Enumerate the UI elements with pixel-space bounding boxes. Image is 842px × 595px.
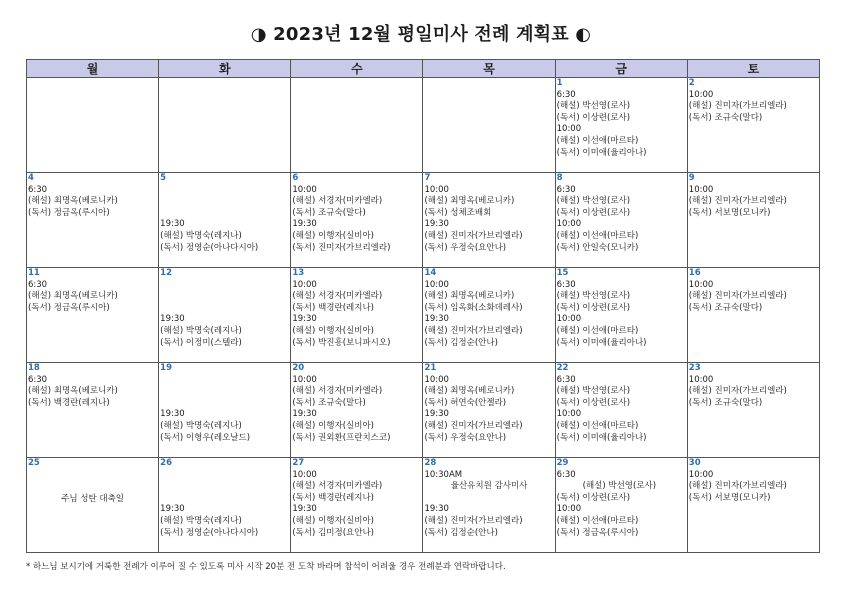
weekday-header: 목 bbox=[423, 60, 555, 78]
spacer-line bbox=[160, 386, 289, 398]
schedule-line: (해설) 박선영(로사) bbox=[556, 386, 631, 397]
footnote: * 하느님 보시기에 거룩한 전례가 이루어 질 수 있도록 미사 시작 20분 전 도착 바라며 참석이 어려울 경우 전례분과 연락바랍니다. bbox=[26, 562, 506, 572]
schedule-line: 10:00 bbox=[292, 374, 317, 385]
schedule-line: (독서) 진미자(가브리엘라) bbox=[292, 242, 391, 253]
day-number: 29 bbox=[556, 458, 569, 468]
day-cell-content bbox=[424, 268, 553, 362]
schedule-line: (독서) 이형우(레오날드) bbox=[160, 432, 251, 443]
schedule-line: 10:00 bbox=[292, 279, 317, 290]
day-cell bbox=[159, 458, 291, 553]
spacer-line bbox=[160, 481, 289, 493]
liturgy-calendar-table bbox=[26, 59, 820, 553]
day-cell-content bbox=[292, 363, 421, 457]
schedule-line: (해설) 서경자(미카엘라) bbox=[292, 481, 383, 492]
day-number: 6 bbox=[292, 173, 299, 183]
day-cell bbox=[27, 78, 159, 173]
schedule-line: (해설) 진미자(가브리엘라) bbox=[424, 420, 523, 431]
day-cell bbox=[687, 173, 819, 268]
schedule-line: 10:00 bbox=[688, 279, 714, 290]
day-cell-content bbox=[424, 458, 553, 552]
schedule-line: 10:00 bbox=[556, 314, 582, 325]
schedule-line: (해설) 박명숙(레지나) bbox=[160, 325, 242, 336]
day-cell bbox=[555, 173, 687, 268]
schedule-line: 6:30 bbox=[556, 469, 576, 480]
day-cell-content bbox=[557, 363, 686, 457]
day-number: 21 bbox=[424, 363, 437, 373]
day-number: 8 bbox=[556, 173, 563, 183]
day-number: 2 bbox=[688, 78, 695, 88]
day-number: 18 bbox=[28, 363, 40, 373]
schedule-line: (독서) 조규숙(말다) bbox=[688, 302, 763, 313]
schedule-line: (독서) 우정숙(요안나) bbox=[424, 432, 507, 443]
day-cell bbox=[423, 363, 555, 458]
schedule-line: (독서) 정영순(아나다시아) bbox=[160, 242, 259, 253]
schedule-line: 10:00 bbox=[292, 469, 317, 480]
schedule-line: 10:00 bbox=[424, 374, 449, 385]
day-cell bbox=[27, 458, 159, 553]
day-cell-content bbox=[557, 173, 686, 267]
spacer-line bbox=[160, 291, 289, 303]
schedule-line: (독서) 박진흥(보니파시오) bbox=[292, 337, 391, 348]
schedule-line: (해설) 진미자(가브리엘라) bbox=[424, 515, 523, 526]
day-cell bbox=[423, 173, 555, 268]
schedule-line: (독서) 권외환(프란치스코) bbox=[292, 432, 391, 443]
day-cell bbox=[291, 458, 423, 553]
day-cell-content bbox=[160, 268, 289, 362]
schedule-line: (해설) 박명숙(레지나) bbox=[160, 230, 242, 241]
day-cell bbox=[423, 78, 555, 173]
schedule-line: 10:00 bbox=[556, 409, 582, 420]
calendar-body bbox=[27, 78, 820, 553]
schedule-line: 19:30 bbox=[160, 219, 185, 230]
schedule-line: (해설) 이행자(실비아) bbox=[292, 420, 374, 431]
day-cell bbox=[555, 78, 687, 173]
day-number: 28 bbox=[424, 458, 437, 468]
schedule-line: (독서) 이상련(로사) bbox=[556, 302, 631, 313]
day-cell-content bbox=[424, 173, 553, 267]
day-cell-content bbox=[292, 458, 421, 552]
schedule-line: 6:30 bbox=[28, 279, 48, 290]
schedule-line: 10:30AM bbox=[424, 469, 463, 480]
page-title: ◑ 2023년 12월 평일미사 전례 계획표 ◐ bbox=[250, 24, 592, 45]
schedule-line: 10:00 bbox=[424, 279, 449, 290]
day-cell-content bbox=[160, 173, 289, 267]
day-number: 14 bbox=[424, 268, 437, 278]
day-cell-content bbox=[28, 268, 157, 362]
day-number: 9 bbox=[688, 173, 695, 183]
schedule-line: (독서) 허연숙(안젤라) bbox=[424, 397, 507, 408]
schedule-line: (독서) 임옥화(소화데레사) bbox=[424, 302, 523, 313]
day-number: 23 bbox=[688, 363, 701, 373]
schedule-line: (독서) 조규숙(말다) bbox=[688, 397, 763, 408]
schedule-line: (해설) 박선영(로사) bbox=[556, 196, 631, 207]
schedule-line: (해설) 박선영(로사) bbox=[582, 481, 657, 492]
schedule-line: 10:00 bbox=[556, 219, 582, 230]
schedule-line: (독서) 김미정(요안나) bbox=[292, 527, 374, 538]
day-cell-content bbox=[557, 268, 686, 362]
day-cell-content bbox=[28, 78, 157, 172]
day-cell bbox=[159, 173, 291, 268]
day-cell-content bbox=[292, 78, 421, 172]
day-cell-content bbox=[689, 363, 818, 457]
schedule-line: (독서) 정금옥(루시아) bbox=[28, 302, 110, 313]
day-number: 11 bbox=[28, 268, 40, 278]
day-cell-content bbox=[160, 363, 289, 457]
day-cell-content bbox=[28, 363, 157, 457]
schedule-line: (해설) 서경자(미카엘라) bbox=[292, 386, 383, 397]
schedule-line: 6:30 bbox=[556, 279, 576, 290]
schedule-line: 19:30 bbox=[292, 314, 317, 325]
schedule-line: (독서) 이상련(로사) bbox=[556, 492, 631, 503]
schedule-line: (독서) 김정순(안나) bbox=[424, 337, 498, 348]
day-cell bbox=[291, 268, 423, 363]
day-cell bbox=[423, 458, 555, 553]
spacer-line bbox=[160, 185, 289, 197]
schedule-line: 19:30 bbox=[292, 504, 317, 515]
schedule-line: (해설) 이선애(마르타) bbox=[556, 515, 639, 526]
schedule-line: (독서) 우정숙(요안나) bbox=[424, 242, 507, 253]
day-number: 7 bbox=[424, 173, 431, 183]
weekday-header-row bbox=[27, 60, 820, 78]
schedule-line: 10:00 bbox=[424, 184, 449, 195]
schedule-line: (독서) 서보명(모니카) bbox=[688, 207, 771, 218]
day-cell bbox=[687, 268, 819, 363]
schedule-line: 19:30 bbox=[292, 219, 317, 230]
day-cell-content bbox=[160, 78, 289, 172]
schedule-line: (독서) 이상련(로사) bbox=[556, 207, 631, 218]
spacer-line bbox=[160, 303, 289, 315]
day-number: 16 bbox=[688, 268, 701, 278]
weekday-header: 토 bbox=[687, 60, 819, 78]
schedule-line: (독서) 이미애(율리아나) bbox=[556, 337, 647, 348]
day-number: 19 bbox=[160, 363, 172, 373]
schedule-line: 10:00 bbox=[688, 374, 714, 385]
day-cell bbox=[27, 173, 159, 268]
spacer-line bbox=[424, 493, 553, 505]
weekday-header: 금 bbox=[555, 60, 687, 78]
week-row bbox=[27, 78, 820, 173]
day-cell bbox=[687, 458, 819, 553]
schedule-line: 10:00 bbox=[688, 89, 714, 100]
schedule-line: (독서) 서보명(모니카) bbox=[688, 492, 771, 503]
schedule-line: 19:30 bbox=[160, 314, 185, 325]
schedule-line: (해설) 최명옥(베로니카) bbox=[424, 386, 515, 397]
schedule-line: 19:30 bbox=[160, 504, 185, 515]
schedule-line: (해설) 서경자(미카엘라) bbox=[292, 196, 383, 207]
day-number: 4 bbox=[28, 173, 34, 183]
schedule-line: 19:30 bbox=[292, 409, 317, 420]
day-cell bbox=[291, 173, 423, 268]
schedule-line: (해설) 박명숙(레지나) bbox=[160, 420, 242, 431]
day-number: 13 bbox=[292, 268, 305, 278]
day-number: 5 bbox=[160, 173, 167, 183]
schedule-line: 6:30 bbox=[28, 184, 48, 195]
schedule-line: (독서) 조규숙(말다) bbox=[688, 112, 763, 123]
schedule-line: (해설) 이행자(실비아) bbox=[292, 230, 374, 241]
schedule-line: (해설) 최명옥(베로니카) bbox=[28, 196, 118, 207]
schedule-line: (해설) 이선애(마르타) bbox=[556, 420, 639, 431]
day-cell-content bbox=[557, 78, 686, 172]
schedule-line: (해설) 이선애(마르타) bbox=[556, 135, 639, 146]
schedule-line: (독서) 조규숙(말다) bbox=[292, 207, 366, 218]
schedule-line: (해설) 진미자(가브리엘라) bbox=[424, 230, 523, 241]
schedule-line: (독서) 이상련(로사) bbox=[556, 112, 631, 123]
day-cell-content bbox=[689, 268, 818, 362]
day-number: 22 bbox=[556, 363, 569, 373]
day-number: 26 bbox=[160, 458, 172, 468]
schedule-line: 10:00 bbox=[556, 124, 582, 135]
holiday-note: 주님 성탄 대축일 bbox=[61, 493, 125, 504]
spacer-line bbox=[160, 470, 289, 482]
day-cell-content bbox=[424, 363, 553, 457]
schedule-line: 19:30 bbox=[424, 219, 449, 230]
weekday-header: 수 bbox=[291, 60, 423, 78]
day-cell bbox=[159, 78, 291, 173]
day-cell-content bbox=[689, 458, 818, 552]
day-cell-content bbox=[557, 458, 686, 552]
schedule-line: (독서) 정영순(아나다시아) bbox=[160, 527, 259, 538]
schedule-line: (해설) 진미자(가브리엘라) bbox=[688, 291, 787, 302]
schedule-line: (독서) 백경란(레지나) bbox=[292, 302, 374, 313]
spacer-line bbox=[160, 208, 289, 220]
week-row bbox=[27, 268, 820, 363]
schedule-line: (독서) 안일숙(모니카) bbox=[556, 242, 639, 253]
day-cell-content bbox=[160, 458, 289, 552]
schedule-line: (독서) 백경란(레지나) bbox=[28, 397, 110, 408]
schedule-line: 19:30 bbox=[160, 409, 185, 420]
spacer-line bbox=[160, 196, 289, 208]
day-cell bbox=[291, 363, 423, 458]
day-number: 20 bbox=[292, 363, 305, 373]
week-row bbox=[27, 458, 820, 553]
schedule-line: (독서) 정금옥(루시아) bbox=[28, 207, 110, 218]
schedule-line: 6:30 bbox=[28, 374, 48, 385]
day-cell-content bbox=[424, 78, 553, 172]
day-cell bbox=[27, 363, 159, 458]
spacer-line bbox=[160, 398, 289, 410]
schedule-line: (해설) 서경자(미카엘라) bbox=[292, 291, 383, 302]
schedule-line: (독서) 김정순(안나) bbox=[424, 527, 498, 538]
day-cell-content bbox=[28, 173, 157, 267]
schedule-line: 10:00 bbox=[688, 184, 714, 195]
day-cell-content bbox=[689, 78, 818, 172]
schedule-line: 6:30 bbox=[556, 184, 576, 195]
day-cell-content bbox=[28, 458, 157, 552]
schedule-line: (해설) 진미자(가브리엘라) bbox=[424, 325, 523, 336]
day-cell bbox=[27, 268, 159, 363]
day-cell-content bbox=[689, 173, 818, 267]
spacer-line bbox=[160, 280, 289, 292]
day-cell bbox=[555, 363, 687, 458]
schedule-line: 19:30 bbox=[424, 314, 449, 325]
schedule-line: 19:30 bbox=[424, 409, 449, 420]
day-cell-content bbox=[292, 268, 421, 362]
schedule-line: (독서) 백경란(레지나) bbox=[292, 492, 374, 503]
schedule-line: (독서) 이미애(율리아나) bbox=[556, 147, 647, 158]
schedule-line: (독서) 조규숙(말다) bbox=[292, 397, 366, 408]
week-row bbox=[27, 363, 820, 458]
schedule-line: (해설) 박선영(로사) bbox=[556, 291, 631, 302]
schedule-line: 율산유치원 감사미사 bbox=[450, 481, 528, 492]
schedule-line: 10:00 bbox=[556, 504, 582, 515]
schedule-line: (독서) 이정미(스텔라) bbox=[160, 337, 242, 348]
schedule-line: (해설) 최명옥(베로니카) bbox=[28, 386, 118, 397]
day-number: 15 bbox=[556, 268, 569, 278]
day-cell bbox=[687, 78, 819, 173]
schedule-line: (해설) 이행자(실비아) bbox=[292, 515, 374, 526]
day-number: 1 bbox=[556, 78, 563, 88]
day-number: 30 bbox=[688, 458, 701, 468]
schedule-line: 19:30 bbox=[424, 504, 449, 515]
schedule-line: 6:30 bbox=[556, 89, 576, 100]
schedule-line: 10:00 bbox=[292, 184, 317, 195]
schedule-line: (해설) 박선영(로사) bbox=[556, 101, 631, 112]
schedule-line: (해설) 이선애(마르타) bbox=[556, 230, 639, 241]
schedule-line: (해설) 최명옥(베로니카) bbox=[28, 291, 118, 302]
day-cell bbox=[555, 458, 687, 553]
day-cell bbox=[291, 78, 423, 173]
schedule-line: (해설) 진미자(가브리엘라) bbox=[688, 481, 787, 492]
day-cell-content bbox=[292, 173, 421, 267]
schedule-line: (해설) 최명옥(베로니카) bbox=[424, 291, 515, 302]
day-number: 25 bbox=[28, 458, 40, 468]
schedule-line: (독서) 이상련(로사) bbox=[556, 397, 631, 408]
day-cell bbox=[555, 268, 687, 363]
schedule-line: 10:00 bbox=[688, 469, 714, 480]
schedule-line: (해설) 최명옥(베로니카) bbox=[424, 196, 515, 207]
schedule-line: (해설) 이행자(실비아) bbox=[292, 325, 374, 336]
schedule-line: (해설) 진미자(가브리엘라) bbox=[688, 196, 787, 207]
spacer-line bbox=[160, 493, 289, 505]
day-number: 27 bbox=[292, 458, 305, 468]
schedule-line: (해설) 진미자(가브리엘라) bbox=[688, 101, 787, 112]
day-number: 12 bbox=[160, 268, 172, 278]
day-cell bbox=[423, 268, 555, 363]
schedule-line: (독서) 정금옥(루시아) bbox=[556, 527, 639, 538]
week-row bbox=[27, 173, 820, 268]
spacer-line bbox=[160, 375, 289, 387]
schedule-line: (해설) 진미자(가브리엘라) bbox=[688, 386, 787, 397]
day-cell bbox=[687, 363, 819, 458]
weekday-header: 화 bbox=[159, 60, 291, 78]
schedule-line: 6:30 bbox=[556, 374, 576, 385]
schedule-line: (해설) 박명숙(레지나) bbox=[160, 515, 242, 526]
day-cell bbox=[159, 363, 291, 458]
weekday-header: 월 bbox=[27, 60, 159, 78]
schedule-line: (독서) 이미애(율리아나) bbox=[556, 432, 647, 443]
schedule-line: (해설) 이선애(마르타) bbox=[556, 325, 639, 336]
schedule-line: (독서) 성체조배회 bbox=[424, 207, 492, 218]
day-cell bbox=[159, 268, 291, 363]
